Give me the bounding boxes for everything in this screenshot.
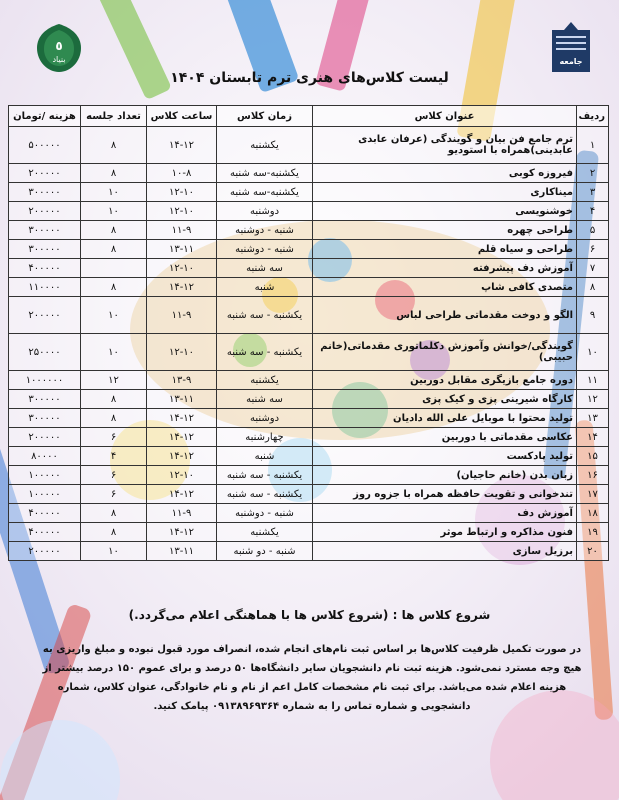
class-time-cell: ۱۳-۱۱ <box>147 240 217 259</box>
fee-cell: ۱۰۰۰۰۰۰ <box>9 371 81 390</box>
university-logo <box>34 22 84 74</box>
class-title-cell: دوره جامع بازیگری مقابل دوربین <box>313 371 577 390</box>
sessions-cell: ۱۰ <box>81 334 147 371</box>
fee-cell: ۲۰۰۰۰۰ <box>9 202 81 221</box>
header-class-title: عنوان کلاس <box>313 106 577 127</box>
classes-table <box>8 105 609 561</box>
class-time-cell: ۱۴-۱۲ <box>147 278 217 297</box>
class-time-cell: ۱۳-۱۱ <box>147 542 217 561</box>
table-row <box>9 334 609 371</box>
class-title-cell: آموزش دف <box>313 504 577 523</box>
class-title-cell: تولید محتوا با موبایل علی الله دادیان <box>313 409 577 428</box>
sessions-cell: ۸ <box>81 240 147 259</box>
class-day-cell: سه شنبه <box>217 259 313 278</box>
table-row <box>9 409 609 428</box>
table-row <box>9 523 609 542</box>
class-time-cell: ۱۳-۹ <box>147 371 217 390</box>
class-time-cell: ۱۱-۹ <box>147 297 217 334</box>
class-title-cell: تولید پادکست <box>313 447 577 466</box>
class-title-cell: زبان بدن (خانم حاجیان) <box>313 466 577 485</box>
class-title-cell: فیروزه کوبی <box>313 164 577 183</box>
row-number-cell: ۸ <box>577 278 609 297</box>
class-day-cell: سه شنبه <box>217 390 313 409</box>
sessions-cell: ۸ <box>81 164 147 183</box>
class-time-cell: ۱۴-۱۲ <box>147 523 217 542</box>
class-day-cell: یکشنبه-سه شنبه <box>217 183 313 202</box>
class-time-cell: ۱۲-۱۰ <box>147 334 217 371</box>
sessions-cell: ۶ <box>81 466 147 485</box>
class-day-cell: شنبه - دوشنبه <box>217 504 313 523</box>
class-time-cell: ۱۳-۱۱ <box>147 390 217 409</box>
class-time-cell: ۱۴-۱۲ <box>147 127 217 164</box>
table-row <box>9 504 609 523</box>
table-row <box>9 447 609 466</box>
class-day-cell: چهارشنبه <box>217 428 313 447</box>
fee-cell: ۲۰۰۰۰۰ <box>9 297 81 334</box>
fee-cell: ۸۰۰۰۰ <box>9 447 81 466</box>
row-number-cell: ۱۱ <box>577 371 609 390</box>
class-day-cell: یکشنبه <box>217 127 313 164</box>
table-row <box>9 183 609 202</box>
class-time-cell: ۱۲-۱۰ <box>147 183 217 202</box>
fee-cell: ۳۰۰۰۰۰ <box>9 240 81 259</box>
logo-left-word: بنیاد <box>52 55 66 64</box>
registration-notes <box>42 640 582 716</box>
class-time-cell: ۱۲-۱۰ <box>147 466 217 485</box>
header-sessions: تعداد جلسه <box>81 106 147 127</box>
fee-cell: ۳۰۰۰۰۰ <box>9 183 81 202</box>
class-title-cell: گویندگی/خوانش وآموزش دکلماتوری مقدماتی(خانم حبیبی) <box>313 334 577 371</box>
fee-cell: ۳۰۰۰۰۰ <box>9 221 81 240</box>
class-title-cell: طراحی و سیاه قلم <box>313 240 577 259</box>
class-time-cell: ۱۴-۱۲ <box>147 485 217 504</box>
sessions-cell: ۶ <box>81 428 147 447</box>
class-day-cell: شنبه - دوشنبه <box>217 221 313 240</box>
class-day-cell: شنبه - دو شنبه <box>217 542 313 561</box>
class-time-cell: ۱۱-۹ <box>147 221 217 240</box>
sessions-cell: ۸ <box>81 127 147 164</box>
row-number-cell: ۱۵ <box>577 447 609 466</box>
fee-cell: ۲۵۰۰۰۰ <box>9 334 81 371</box>
class-day-cell: شنبه <box>217 278 313 297</box>
class-title-cell: عکاسی مقدماتی با دوربین <box>313 428 577 447</box>
note-line: دانشجویی و شماره تماس را به شماره ۰۹۱۳۸۹۶۹۳۶۴ پیامک کنید. <box>153 701 471 712</box>
fee-cell: ۵۰۰۰۰۰ <box>9 127 81 164</box>
row-number-cell: ۵ <box>577 221 609 240</box>
sessions-cell: ۸ <box>81 278 147 297</box>
class-day-cell: یکشنبه <box>217 523 313 542</box>
note-line: در صورت تکمیل ظرفیت کلاس‌ها بر اساس ثبت نام‌های انجام شده، انصراف مورد قبول نبوده و مبلغ واریزی به <box>42 644 582 655</box>
row-number-cell: ۷ <box>577 259 609 278</box>
organization-logo <box>548 20 594 76</box>
row-number-cell: ۹ <box>577 297 609 334</box>
fee-cell: ۲۰۰۰۰۰ <box>9 164 81 183</box>
class-day-cell: شنبه - دوشنبه <box>217 240 313 259</box>
class-title-cell: متصدی کافی شاپ <box>313 278 577 297</box>
sessions-cell: ۸ <box>81 390 147 409</box>
row-number-cell: ۲ <box>577 164 609 183</box>
row-number-cell: ۱ <box>577 127 609 164</box>
table-row <box>9 240 609 259</box>
logo-right-word: جامعه <box>559 57 583 66</box>
row-number-cell: ۱۳ <box>577 409 609 428</box>
row-number-cell: ۱۸ <box>577 504 609 523</box>
table-row <box>9 278 609 297</box>
class-time-cell: ۱۴-۱۲ <box>147 428 217 447</box>
class-day-cell: یکشنبه-سه شنبه <box>217 164 313 183</box>
fee-cell: ۳۰۰۰۰۰ <box>9 409 81 428</box>
table-row <box>9 390 609 409</box>
row-number-cell: ۲۰ <box>577 542 609 561</box>
class-day-cell: یکشنبه - سه شنبه <box>217 334 313 371</box>
class-day-cell: شنبه <box>217 447 313 466</box>
class-time-cell: ۱۴-۱۲ <box>147 409 217 428</box>
class-day-cell: دوشنبه <box>217 202 313 221</box>
fee-cell: ۴۰۰۰۰۰ <box>9 523 81 542</box>
sessions-cell: ۸ <box>81 504 147 523</box>
table-row <box>9 297 609 334</box>
classes-start-note: شروع کلاس ها : (شروع کلاس ها با هماهنگی اعلام می‌گردد.) <box>128 608 491 622</box>
sessions-cell: ۱۰ <box>81 202 147 221</box>
table-row <box>9 221 609 240</box>
header-class-day: زمان کلاس <box>217 106 313 127</box>
header-row-number: ردیف <box>577 106 609 127</box>
row-number-cell: ۱۴ <box>577 428 609 447</box>
table-row <box>9 466 609 485</box>
fee-cell: ۱۰۰۰۰۰ <box>9 466 81 485</box>
table-header-row <box>9 106 609 127</box>
row-number-cell: ۱۰ <box>577 334 609 371</box>
class-title-cell: میناکاری <box>313 183 577 202</box>
fee-cell: ۲۰۰۰۰۰ <box>9 542 81 561</box>
table-row <box>9 428 609 447</box>
table-row <box>9 259 609 278</box>
class-title-cell: آموزش دف پیشرفته <box>313 259 577 278</box>
class-title-cell: تندخوانی و تقویت حافظه همراه با جزوه روز <box>313 485 577 504</box>
university-emblem-icon <box>34 22 84 74</box>
logo-left-number: ٥ <box>55 39 63 53</box>
row-number-cell: ۴ <box>577 202 609 221</box>
fee-cell: ۱۱۰۰۰۰ <box>9 278 81 297</box>
table-row <box>9 542 609 561</box>
class-title-cell: برزیل سازی <box>313 542 577 561</box>
sessions-cell: ۸ <box>81 221 147 240</box>
sessions-cell: ۱۰ <box>81 183 147 202</box>
class-time-cell: ۱۴-۱۲ <box>147 447 217 466</box>
organization-emblem-icon <box>548 20 594 76</box>
class-day-cell: یکشنبه - سه شنبه <box>217 485 313 504</box>
sessions-cell: ۸ <box>81 523 147 542</box>
class-title-cell: طراحی چهره <box>313 221 577 240</box>
class-day-cell: یکشنبه - سه شنبه <box>217 466 313 485</box>
sessions-cell: ۱۰ <box>81 542 147 561</box>
table-row <box>9 164 609 183</box>
class-time-cell: ۱۱-۹ <box>147 504 217 523</box>
header-class-time: ساعت کلاس <box>147 106 217 127</box>
class-day-cell: یکشنبه <box>217 371 313 390</box>
sessions-cell: ۴ <box>81 447 147 466</box>
class-title-cell: ترم جامع فن بیان و گویندگی (عرفان عابدی عابدینی)همراه با استودیو <box>313 127 577 164</box>
row-number-cell: ۱۹ <box>577 523 609 542</box>
class-day-cell: دوشنبه <box>217 409 313 428</box>
row-number-cell: ۱۶ <box>577 466 609 485</box>
fee-cell: ۲۰۰۰۰۰ <box>9 428 81 447</box>
sessions-cell: ۸ <box>81 409 147 428</box>
row-number-cell: ۱۲ <box>577 390 609 409</box>
table-row <box>9 371 609 390</box>
class-title-cell: خوشنویسی <box>313 202 577 221</box>
classes-table-container <box>8 105 608 561</box>
fee-cell: ۳۰۰۰۰۰ <box>9 390 81 409</box>
sessions-cell <box>81 259 147 278</box>
fee-cell: ۴۰۰۰۰۰ <box>9 504 81 523</box>
note-line: هزینه اعلام شده می‌باشد. برای ثبت نام مشخصات کامل اعم از نام و نام خانوادگی، عنوان کلاس، شماره <box>57 682 567 693</box>
fee-cell: ۱۰۰۰۰۰ <box>9 485 81 504</box>
class-title-cell: فنون مذاکره و ارتباط موثر <box>313 523 577 542</box>
fee-cell: ۴۰۰۰۰۰ <box>9 259 81 278</box>
sessions-cell: ۱۲ <box>81 371 147 390</box>
row-number-cell: ۳ <box>577 183 609 202</box>
sessions-cell: ۶ <box>81 485 147 504</box>
row-number-cell: ۶ <box>577 240 609 259</box>
class-title-cell: الگو و دوخت مقدماتی طراحی لباس <box>313 297 577 334</box>
table-row <box>9 127 609 164</box>
table-row <box>9 485 609 504</box>
sessions-cell: ۱۰ <box>81 297 147 334</box>
class-time-cell: ۱۲-۱۰ <box>147 259 217 278</box>
class-time-cell: ۱۰-۸ <box>147 164 217 183</box>
class-time-cell: ۱۲-۱۰ <box>147 202 217 221</box>
row-number-cell: ۱۷ <box>577 485 609 504</box>
class-title-cell: کارگاه شیرینی پزی و کیک پزی <box>313 390 577 409</box>
page-title: لیست کلاس‌های هنری ترم تابستان ۱۴۰۴ <box>170 70 449 86</box>
header-fee: هزینه /تومان <box>9 106 81 127</box>
table-row <box>9 202 609 221</box>
note-line: هیچ وجه مسترد نمی‌شود. هزینه ثبت نام دانشجویان سایر دانشگاه‌ها ۵۰ درصد و برای عموم ۱۵۰ درصد بیشتر از <box>42 663 582 674</box>
class-day-cell: یکشنبه - سه شنبه <box>217 297 313 334</box>
